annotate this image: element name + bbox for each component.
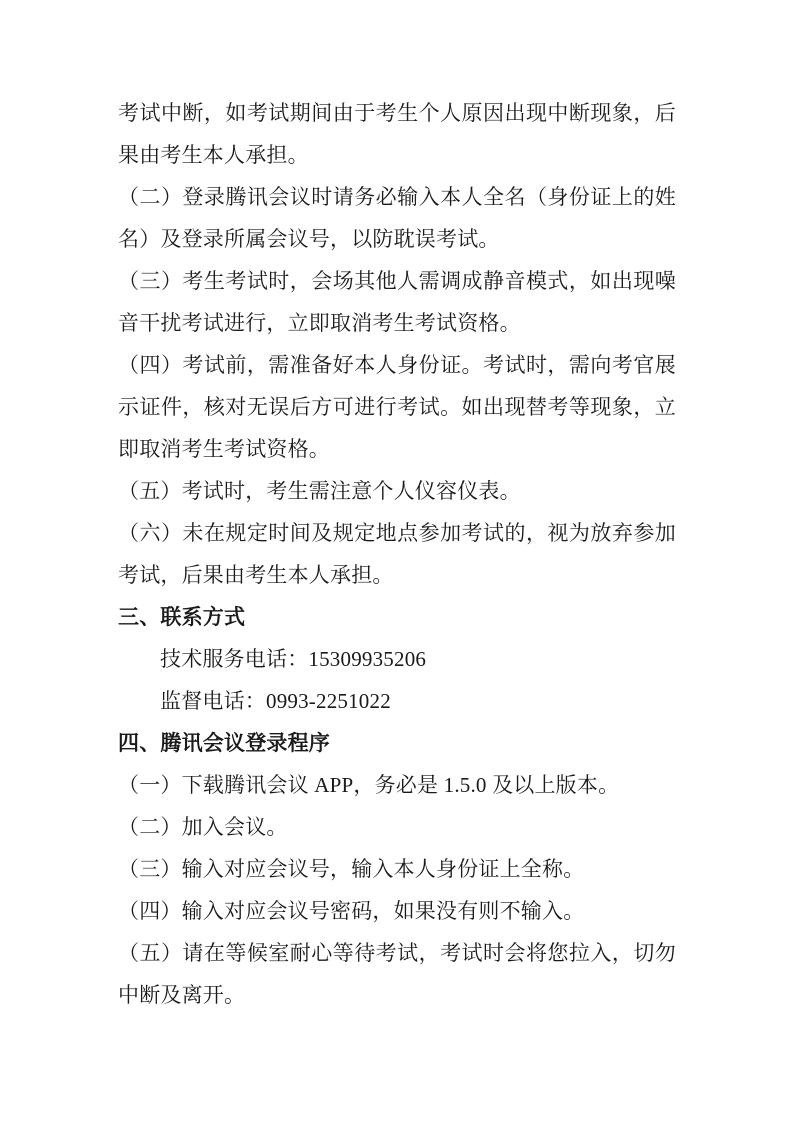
para-login-step-3: （三）输入对应会议号，输入本人身份证上全称。: [118, 857, 585, 881]
para-rule-4: （四）考试前，需准备好本人身份证。考试时，需向考官展示证件，核对无误后方可进行考试。如出现替考等现象，立即取消考生考试资格。: [118, 353, 676, 461]
para-login-step-2: （二）加入会议。: [118, 815, 288, 839]
para-rule-2: （二）登录腾讯会议时请务必输入本人全名（身份证上的姓名）及登录所属会议号，以防耽误考试。: [118, 185, 676, 251]
para-rule-5: （五）考试时，考生需注意个人仪容仪表。: [118, 479, 521, 503]
heading-meeting-login-procedure: 四、腾讯会议登录程序: [118, 731, 330, 755]
document-body: [118, 92, 676, 1016]
para-rule-6: （六）未在规定时间及规定地点参加考试的，视为放弃参加考试，后果由考生本人承担。: [118, 521, 676, 587]
line-supervision-phone: 监督电话：0993-2251022: [160, 689, 391, 713]
para-interruption-continued: 考试中断，如考试期间由于考生个人原因出现中断现象，后果由考生本人承担。: [118, 101, 676, 167]
heading-contact-info: 三、联系方式: [118, 605, 246, 629]
para-login-step-1: （一）下载腾讯会议 APP，务必是 1.5.0 及以上版本。: [118, 773, 620, 797]
line-tech-service-phone: 技术服务电话：15309935206: [160, 647, 427, 671]
para-login-step-5: （五）请在等候室耐心等待考试，考试时会将您拉入，切勿中断及离开。: [118, 941, 676, 1007]
para-rule-3: （三）考生考试时，会场其他人需调成静音模式，如出现噪音干扰考试进行，立即取消考生考试资格。: [118, 269, 676, 335]
para-login-step-4: （四）输入对应会议号密码，如果没有则不输入。: [118, 899, 585, 923]
